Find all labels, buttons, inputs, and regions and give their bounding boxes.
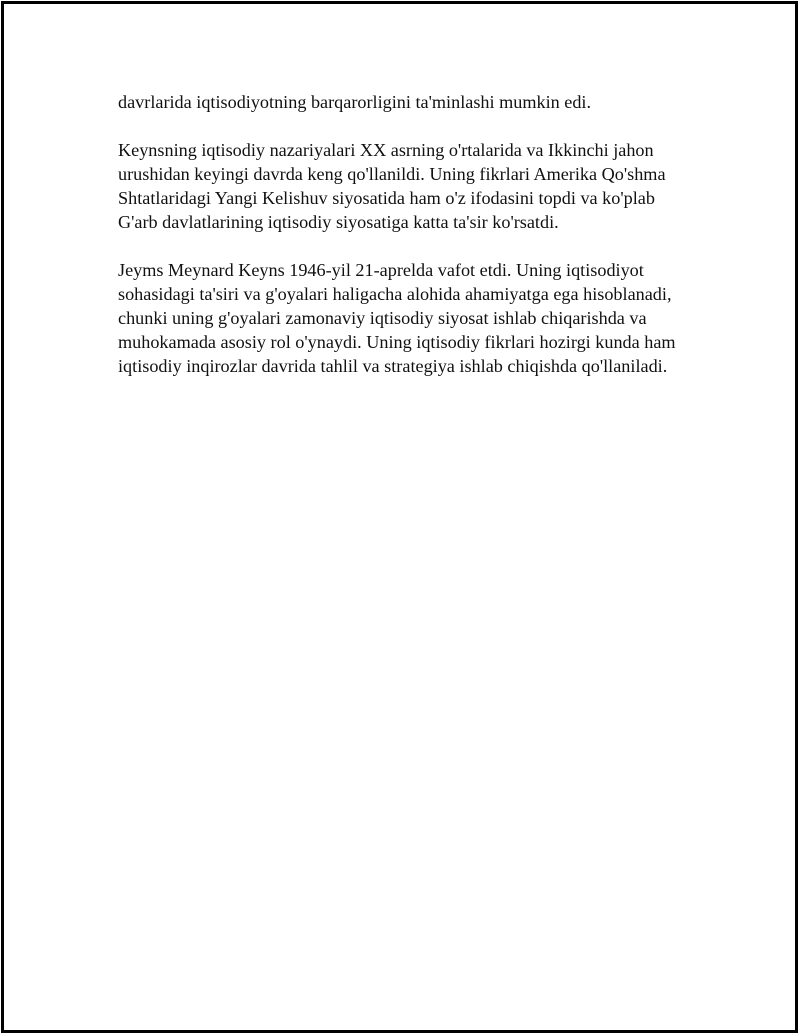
text-line: Keynsning iqtisodiy nazariyalari XX asrning o'rtalarida va Ikkinchi jahon [118,140,654,160]
text-line: urushidan keyingi davrda keng qo'llanildi. Uning fikrlari Amerika Qo'shma [118,164,666,184]
text-line: chunki uning g'oyalari zamonaviy iqtisodiy siyosat ishlab chiqarishda va [118,308,647,328]
text-line: G'arb davlatlarining iqtisodiy siyosatiga katta ta'sir ko'rsatdi. [118,212,559,232]
text-line: davrlarida iqtisodiyotning barqarorligini ta'minlashi mumkin edi. [118,92,592,112]
paragraph-2 [118,138,698,234]
document-body [118,90,698,402]
paragraph-3 [118,258,698,378]
text-line: Jeyms Meynard Keyns 1946-yil 21-aprelda vafot etdi. Uning iqtisodiyot [118,260,644,280]
text-line: muhokamada asosiy rol o'ynaydi. Uning iqtisodiy fikrlari hozirgi kunda ham [118,332,676,352]
text-line: sohasidagi ta'siri va g'oyalari haligacha alohida ahamiyatga ega hisoblanadi, [118,284,672,304]
paragraph-1 [118,90,698,114]
text-line: iqtisodiy inqirozlar davrida tahlil va strategiya ishlab chiqishda qo'llaniladi. [118,356,668,376]
text-line: Shtatlaridagi Yangi Kelishuv siyosatida ham o'z ifodasini topdi va ko'plab [118,188,655,208]
